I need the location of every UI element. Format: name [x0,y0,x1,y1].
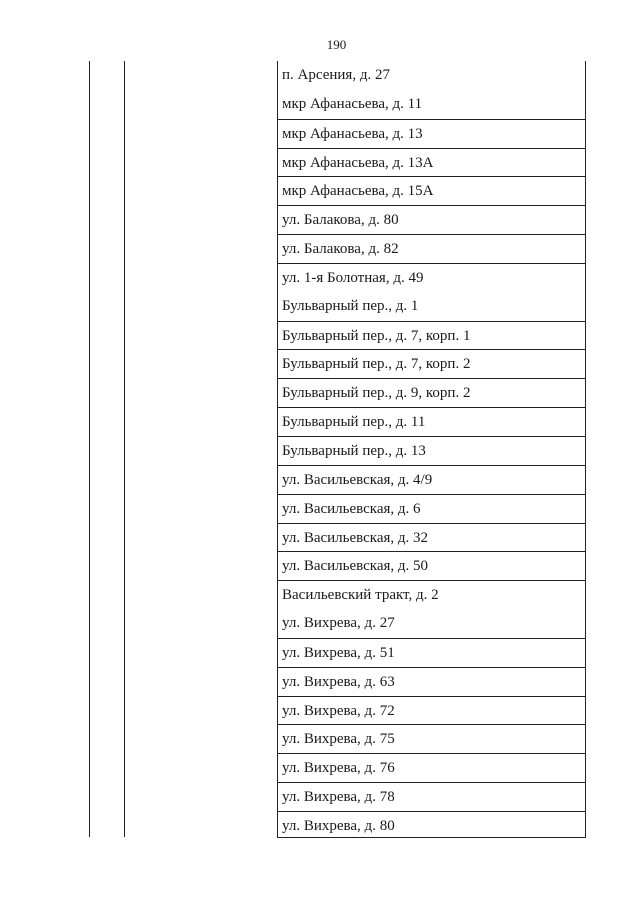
address-row: ул. Васильевская, д. 6 [277,494,585,523]
address-row: ул. Вихрева, д. 78 [277,782,585,811]
address-row: ул. Вихрева, д. 27 [282,615,395,632]
address-row: ул. Балакова, д. 82 [277,234,585,263]
address-row: ул. Васильевская, д. 4/9 [277,465,585,494]
address-row: ул. Вихрева, д. 76 [277,753,585,782]
table-bottom-border [277,837,586,838]
address-row: ул. Васильевская, д. 50 [277,551,585,580]
address-row: Бульварный пер., д. 1 [282,297,419,314]
address-row: ул. Васильевская, д. 32 [277,523,585,552]
address-row: п. Арсения, д. 27 [282,67,390,83]
address-row: Бульварный пер., д. 7, корп. 2 [277,349,585,378]
address-row: ул. Вихрева, д. 75 [277,724,585,753]
address-row: ул. Балакова, д. 80 [277,205,585,234]
table-column-divider-1 [124,61,125,837]
address-row: Бульварный пер., д. 7, корп. 1 [277,321,585,350]
address-row: мкр Афанасьева, д. 13 [277,119,585,148]
address-row: Бульварный пер., д. 11 [277,407,585,436]
table-border-left [89,61,90,837]
address-row: Бульварный пер., д. 13 [277,436,585,465]
address-row: ул. Вихрева, д. 72 [277,696,585,725]
address-row: мкр Афанасьева, д. 13А [277,148,585,177]
address-list [277,61,585,840]
address-row: ул. Вихрева, д. 80 [277,811,585,840]
address-row: Бульварный пер., д. 9, корп. 2 [277,378,585,407]
address-row: ул. Вихрева, д. 63 [277,667,585,696]
page-number: 190 [326,37,347,52]
address-row: мкр Афанасьева, д. 15А [277,176,585,205]
address-row: ул. Вихрева, д. 51 [277,638,585,667]
address-row: ул. 1-я Болотная, д. 49 [277,263,585,292]
address-row: Васильевский тракт, д. 2 [277,580,585,609]
address-row: мкр Афанасьева, д. 11 [282,95,423,112]
table-border-right [585,61,586,837]
